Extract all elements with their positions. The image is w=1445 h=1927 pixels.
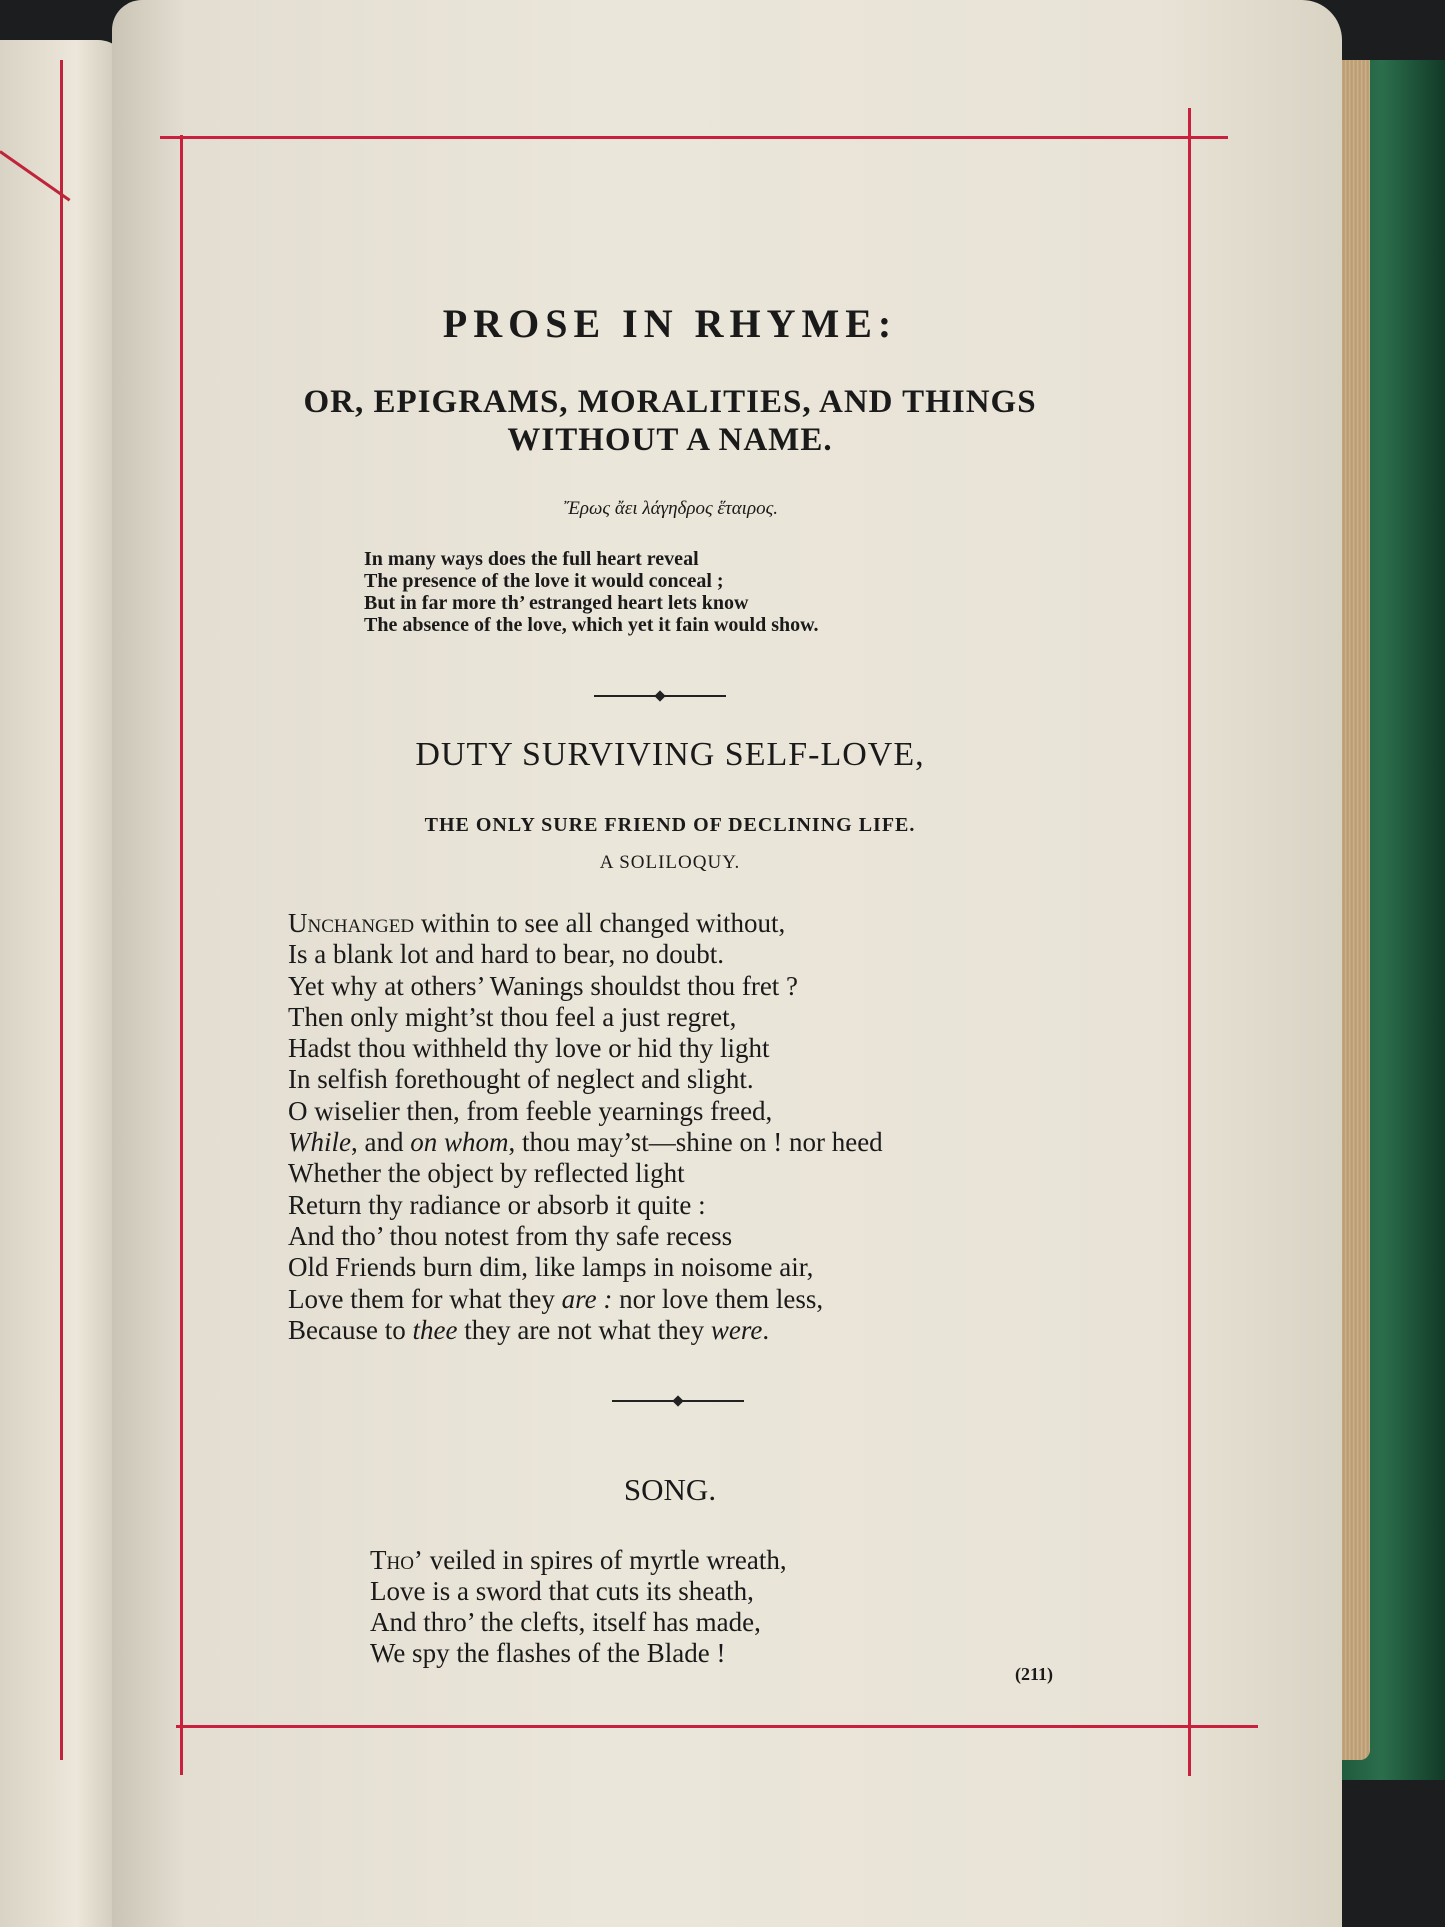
page-title: PROSE IN RHYME:	[442, 301, 898, 346]
page-subtitle-line1: OR, EPIGRAMS, MORALITIES, AND THINGS	[303, 384, 1037, 420]
poem-line: Is a blank lot and hard to bear, no doubt.	[288, 939, 725, 970]
italic-word: thee	[412, 1314, 458, 1345]
poem-line	[370, 1545, 787, 1576]
song-poem	[370, 1545, 787, 1669]
poem-line: O wiselier then, from feeble yearnings freed,	[288, 1095, 773, 1126]
poem-line-text: within to see all changed without,	[414, 908, 786, 938]
frame-bottom-rule	[176, 1725, 1258, 1728]
poem-text: Love them for what they	[288, 1283, 562, 1314]
greek-epigraph: ῎Ερως ἄει λάγηδρος ἕταιρος.	[561, 498, 779, 519]
poem-text: , and	[350, 1127, 411, 1158]
section-subtitle: THE ONLY SURE FRIEND OF DECLINING LIFE.	[424, 814, 916, 836]
poem-line	[288, 908, 883, 939]
epigram-line: But in far more th’ estranged heart lets know	[364, 592, 749, 614]
italic-word: While	[288, 1127, 351, 1158]
poem-text: they are not what they	[457, 1314, 711, 1345]
poem-line	[288, 1315, 883, 1346]
poem-line	[288, 1127, 883, 1158]
epigram	[364, 548, 818, 636]
poem-line: Hadst thou withheld thy love or hid thy light	[288, 1033, 770, 1064]
song-title: SONG.	[623, 1472, 717, 1507]
drop-word: Tho’	[370, 1545, 423, 1575]
poem-line: And tho’ thou notest from thy safe recess	[288, 1220, 733, 1251]
poem-text: .	[762, 1314, 770, 1345]
epigram-line: The presence of the love it would conceal ;	[364, 570, 724, 592]
poem-line: Then only might’st thou feel a just regret,	[288, 1001, 737, 1032]
page-number: (211)	[1015, 1664, 1053, 1684]
italic-word: are :	[561, 1283, 613, 1314]
poem-line: In selfish forethought of neglect and slight.	[288, 1064, 754, 1095]
poem-line: Yet why at others’ Wanings shouldst thou fret ?	[288, 970, 799, 1001]
epigram-line: In many ways does the full heart reveal	[364, 548, 699, 570]
drop-word: Unchanged	[288, 908, 415, 938]
frame-right-rule	[1188, 108, 1191, 1776]
section-title: DUTY SURVIVING SELF-LOVE,	[415, 736, 925, 773]
soliloquy-poem	[288, 908, 883, 1346]
poem-text: Because to	[288, 1314, 413, 1345]
poem-line-text: veiled in spires of myrtle wreath,	[422, 1545, 787, 1575]
poem-line: Old Friends burn dim, like lamps in noisome air,	[288, 1252, 814, 1283]
poem-line	[288, 1284, 883, 1315]
page-subtitle-line2: WITHOUT A NAME.	[507, 422, 833, 458]
poem-text: nor love them less,	[612, 1283, 824, 1314]
frame-top-rule	[160, 136, 1228, 139]
poem-line: We spy the flashes of the Blade !	[370, 1638, 726, 1668]
italic-word: were	[710, 1314, 763, 1345]
poem-line: Whether the object by reflected light	[288, 1158, 685, 1189]
poem-text: , thou may’st—shine on ! nor heed	[508, 1127, 883, 1158]
poem-line: And thro’ the clefts, itself has made,	[370, 1607, 761, 1637]
poem-line: Return thy radiance or absorb it quite :	[288, 1189, 706, 1220]
epigram-line: The absence of the love, which yet it fain would show.	[364, 614, 819, 636]
frame-left-rule	[180, 135, 183, 1775]
poem-line: Love is a sword that cuts its sheath,	[370, 1576, 754, 1606]
italic-word: on whom	[410, 1127, 509, 1158]
section-label: A SOLILOQUY.	[599, 852, 741, 873]
